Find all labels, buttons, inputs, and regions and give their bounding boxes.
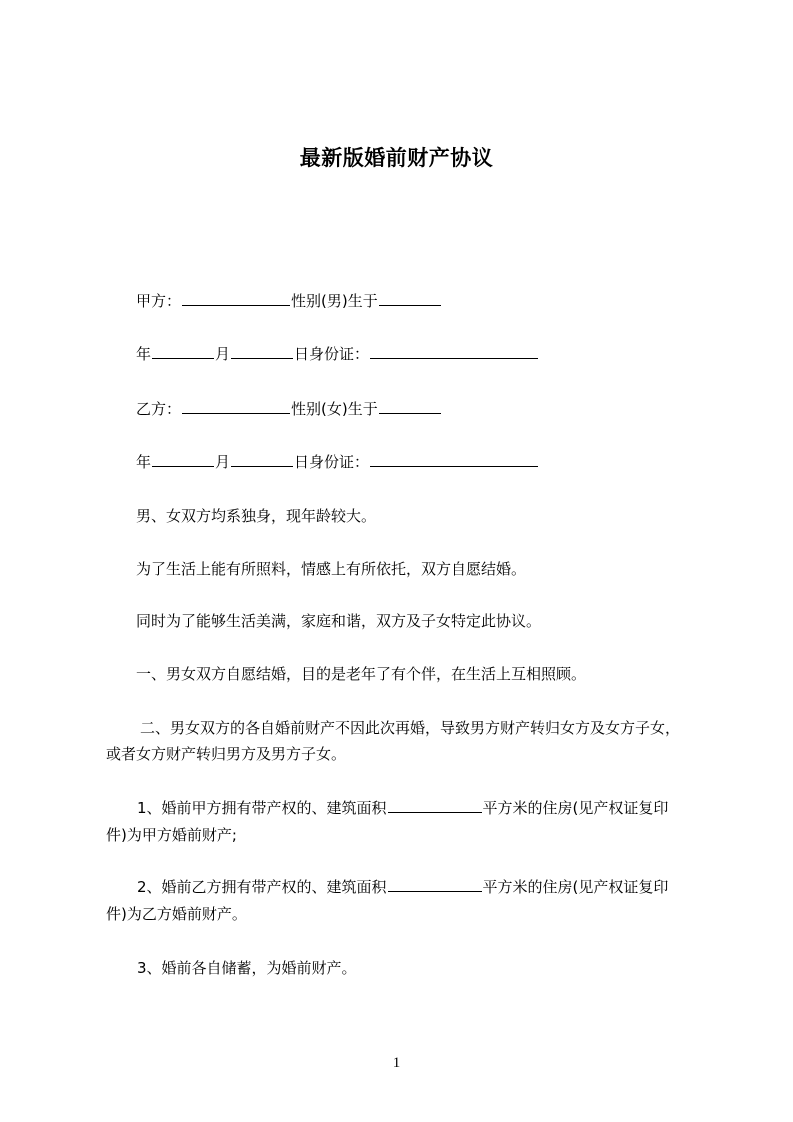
paragraph: 男、女双方均系独身，现年龄较大。 xyxy=(136,507,377,525)
day-id-label: 日身份证： xyxy=(294,345,370,363)
id-number-blank xyxy=(370,343,538,359)
party-a-birth-line xyxy=(136,343,539,365)
page-number: 1 xyxy=(392,1055,401,1071)
month-label: 月 xyxy=(215,453,231,471)
area-blank xyxy=(388,876,482,892)
item-two-text-post: 平方米的住房(见产权证复印 xyxy=(482,878,669,896)
id-number-blank xyxy=(370,451,538,467)
item-two-line-1 xyxy=(137,876,668,898)
party-b-line xyxy=(136,398,442,420)
item-three: 3、婚前各自储蓄，为婚前财产。 xyxy=(137,959,357,977)
year-label: 年 xyxy=(136,453,152,471)
party-a-birth-blank xyxy=(379,290,441,306)
item-one-text-post: 平方米的住房(见产权证复印 xyxy=(482,799,669,817)
item-two-text-pre: 2、婚前乙方拥有带产权的、建筑面积 xyxy=(137,878,387,896)
party-b-label: 乙方： xyxy=(136,400,182,418)
area-blank xyxy=(388,797,482,813)
month-blank xyxy=(231,343,293,359)
item-one-text-pre: 1、婚前甲方拥有带产权的、建筑面积 xyxy=(137,799,387,817)
month-blank xyxy=(231,451,293,467)
month-label: 月 xyxy=(215,345,231,363)
year-label: 年 xyxy=(136,345,152,363)
clause-two-line-1: 二、男女双方的各自婚前财产不因此次再婚，导致男方财产转归女方及女方子女， xyxy=(140,719,681,737)
item-one-line-2: 件)为甲方婚前财产; xyxy=(106,826,237,844)
paragraph: 为了生活上能有所照料，情感上有所依托，双方自愿结婚。 xyxy=(136,560,527,578)
party-b-gender-label: 性别(女)生于 xyxy=(291,400,378,418)
party-a-gender-label: 性别(男)生于 xyxy=(291,292,378,310)
party-a-label: 甲方： xyxy=(136,292,182,310)
clause-two-line-2: 或者女方财产转归男方及男方子女。 xyxy=(106,745,347,763)
item-two-line-2: 件)为乙方婚前财产。 xyxy=(106,905,247,923)
item-one-line-1 xyxy=(137,797,668,819)
party-a-name-blank xyxy=(182,290,290,306)
clause-one: 一、男女双方自愿结婚，目的是老年了有个伴，在生活上互相照顾。 xyxy=(136,665,587,683)
party-b-birth-blank xyxy=(379,398,441,414)
day-id-label: 日身份证： xyxy=(294,453,370,471)
year-blank xyxy=(152,451,214,467)
year-blank xyxy=(152,343,214,359)
paragraph: 同时为了能够生活美满，家庭和谐，双方及子女特定此协议。 xyxy=(136,612,542,630)
party-b-name-blank xyxy=(182,398,290,414)
party-b-birth-line xyxy=(136,451,539,473)
document-title: 最新版婚前财产协议 xyxy=(299,146,494,170)
party-a-line xyxy=(136,290,442,312)
